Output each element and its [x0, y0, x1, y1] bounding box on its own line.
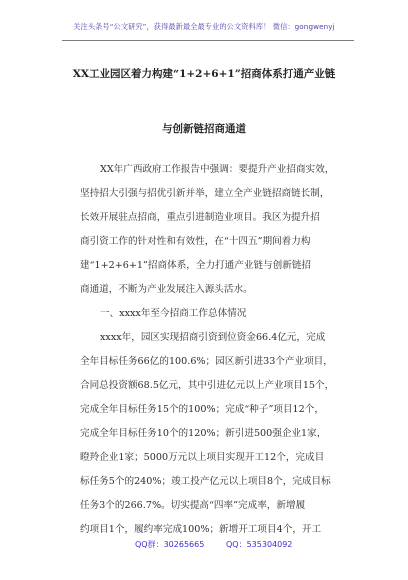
body-line: 坚持招大引强与招优引新并举，建立全产业链招商链长制，	[80, 188, 330, 199]
body-line: 完成全年目标任务15个的100%；完成“种子”项目12个，	[80, 404, 324, 415]
body-line: 商引资工作的针对性和有效性，在“十四五”期间着力构	[80, 236, 311, 247]
footer-qq-contact: QQ：535304092	[226, 540, 293, 549]
header-banner: 关注头条号“公文研究”，获得最新最全最专业的公文资料库！ 微信：gongwenyj	[73, 22, 335, 31]
body-line: 合同总投资额68.5亿元，其中引进亿元以上产业项目15个，	[80, 380, 335, 391]
body-line: 约项目1个，履约率完成100%；新增开工项目4个，开工	[80, 524, 322, 535]
body-line: 瞪羚企业1家；5000万元以上项目实现开工12个，完成目	[80, 452, 325, 463]
body-line: 完成全年目标任务10个的120%；新引进500强企业1家，	[80, 428, 327, 439]
document-title-line-1: XX工业园区着力构建“1+2+6+1”招商体系打通产业链	[72, 68, 336, 80]
footer-qq-group: QQ群：30265665	[135, 540, 205, 549]
body-line: 任务3个的266.7%。切实提高“四率”完成率，新增履	[80, 500, 306, 511]
header-divider	[62, 40, 354, 41]
document-body	[80, 158, 348, 542]
body-line: 全年目标任务66亿的100.6%；园区新引进33个产业项目，	[80, 356, 333, 367]
body-line: 一、xxxx年至今招商工作总体情况	[100, 308, 247, 319]
body-line: 长效开展驻点招商，重点引进制造业项目。我区为提升招	[80, 212, 320, 223]
body-line: 商通道，不断为产业发展注入源头活水。	[80, 284, 253, 295]
body-line: 建“1+2+6+1”招商体系，全力打通产业链与创新链招	[80, 260, 312, 271]
document-title-line-2: 与创新链招商通道	[162, 123, 246, 135]
body-line: xxxx年，园区实现招商引资到位资金66.4亿元，完成	[100, 332, 326, 343]
body-line: XX年广西政府工作报告中强调：要提升产业招商实效，	[100, 164, 335, 175]
body-line: 标任务5个的240%；竣工投产亿元以上项目8个，完成目标	[80, 476, 331, 487]
